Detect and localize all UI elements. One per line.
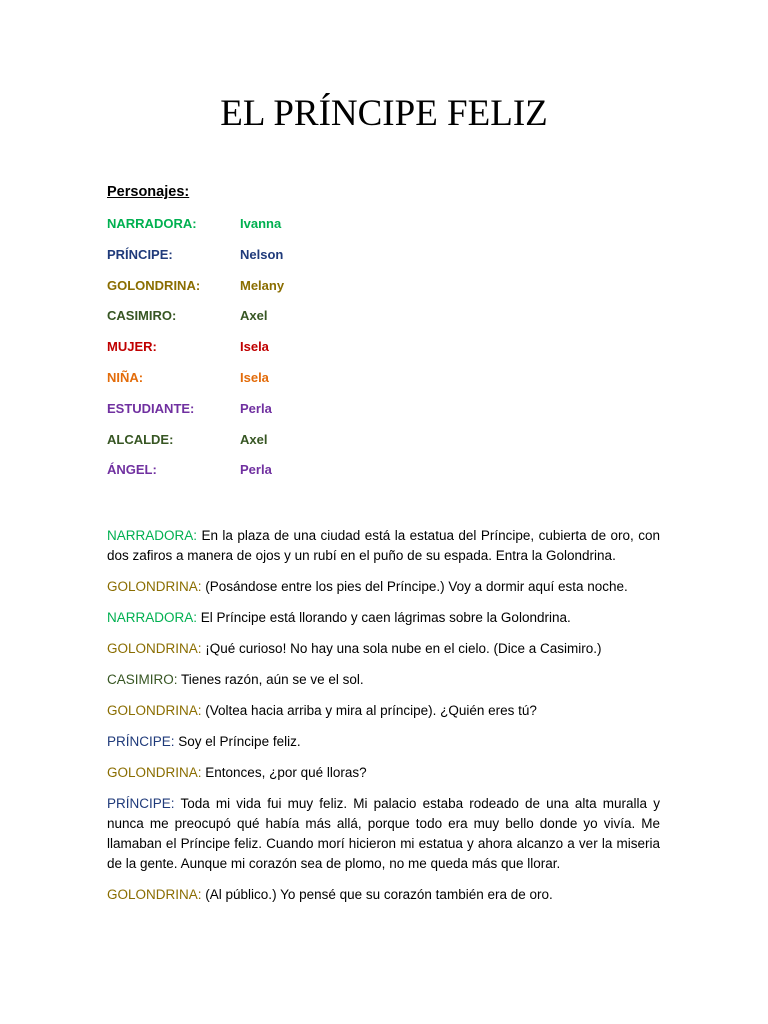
line-text: El Príncipe está llorando y caen lágrimas sobre la Golondrina. [200,610,571,625]
dialogue-line [107,732,660,752]
cast-actor: Axel [240,431,268,447]
dialogue-line [107,670,660,690]
cast-heading: Personajes: [107,184,190,200]
cast-row [107,277,507,308]
dialogue-line [107,526,660,566]
cast-row [107,369,507,400]
cast-role: ÁNGEL: [107,462,157,478]
line-text: Toda mi vida fui muy feliz. Mi palacio estaba rodeado de una alta muralla y nunca me preocupó qué había más allá, porque todo era muy bello donde yo vivía. Me llamaban el Príncipe feliz. Cuando morí hicieron mi estatua y ahora alcanzo a ver la miseria de la gente. Aunque mi corazón sea de plomo, no me queda más que llorar. [107,796,660,871]
cast-row [107,461,507,492]
cast-actor: Ivanna [240,216,282,231]
cast-actor: Axel [240,308,268,324]
cast-actor: Nelson [240,246,284,262]
speaker-label: NARRADORA: [107,610,198,625]
cast-role: ALCALDE: [107,431,174,447]
line-text: Soy el Príncipe feliz. [178,734,301,749]
cast-role: NIÑA: [107,369,144,385]
cast-actor: Isela [240,369,269,385]
line-text: En la plaza de una ciudad está la estatua del Príncipe, cubierta de oro, con dos zafiros a manera de ojos y un rubí en el puño de su espada. Entra la Golondrina. [107,528,660,563]
cast-row [107,431,507,462]
cast-row [107,400,507,431]
speaker-label: GOLONDRINA: [107,765,202,780]
cast-role: CASIMIRO: [107,308,177,324]
speaker-label: GOLONDRINA: [107,579,202,594]
line-text: (Posándose entre los pies del Príncipe.) Voy a dormir aquí esta noche. [205,579,628,594]
speaker-label: PRÍNCIPE: [107,796,175,811]
speaker-label: CASIMIRO: [107,672,178,687]
cast-row [107,215,507,246]
speaker-label: GOLONDRINA: [107,641,202,656]
line-text: (Al público.) Yo pensé que su corazón también era de oro. [205,887,553,902]
line-text: (Voltea hacia arriba y mira al príncipe). ¿Quién eres tú? [205,703,537,718]
dialogue-line [107,577,660,597]
dialogue-line [107,701,660,721]
line-text: Entonces, ¿por qué lloras? [205,765,367,780]
cast-role: PRÍNCIPE: [107,246,173,262]
line-text: Tienes razón, aún se ve el sol. [181,672,364,687]
speaker-label: GOLONDRINA: [107,887,202,902]
speaker-label: GOLONDRINA: [107,703,202,718]
cast-actor: Perla [240,462,272,478]
dialogue-line [107,608,660,628]
speaker-label: PRÍNCIPE: [107,734,175,749]
line-text: ¡Qué curioso! No hay una sola nube en el cielo. (Dice a Casimiro.) [205,641,602,656]
dialogue-line [107,794,660,874]
cast-role: MUJER: [107,339,157,355]
cast-row [107,307,507,338]
cast-role: ESTUDIANTE: [107,400,195,416]
cast-list [107,215,507,492]
cast-role: NARRADORA: [107,216,197,231]
dialogue-line [107,639,660,659]
cast-actor: Melany [240,277,285,293]
cast-row [107,246,507,277]
cast-role: GOLONDRINA: [107,277,201,293]
dialogue-line [107,763,660,783]
dialogue-line [107,885,660,905]
cast-actor: Perla [240,400,272,416]
speaker-label: NARRADORA: [107,528,198,543]
cast-row [107,338,507,369]
dialogue-section [107,526,660,916]
document-title: EL PRÍNCIPE FELIZ [220,93,548,134]
cast-actor: Isela [240,339,269,355]
